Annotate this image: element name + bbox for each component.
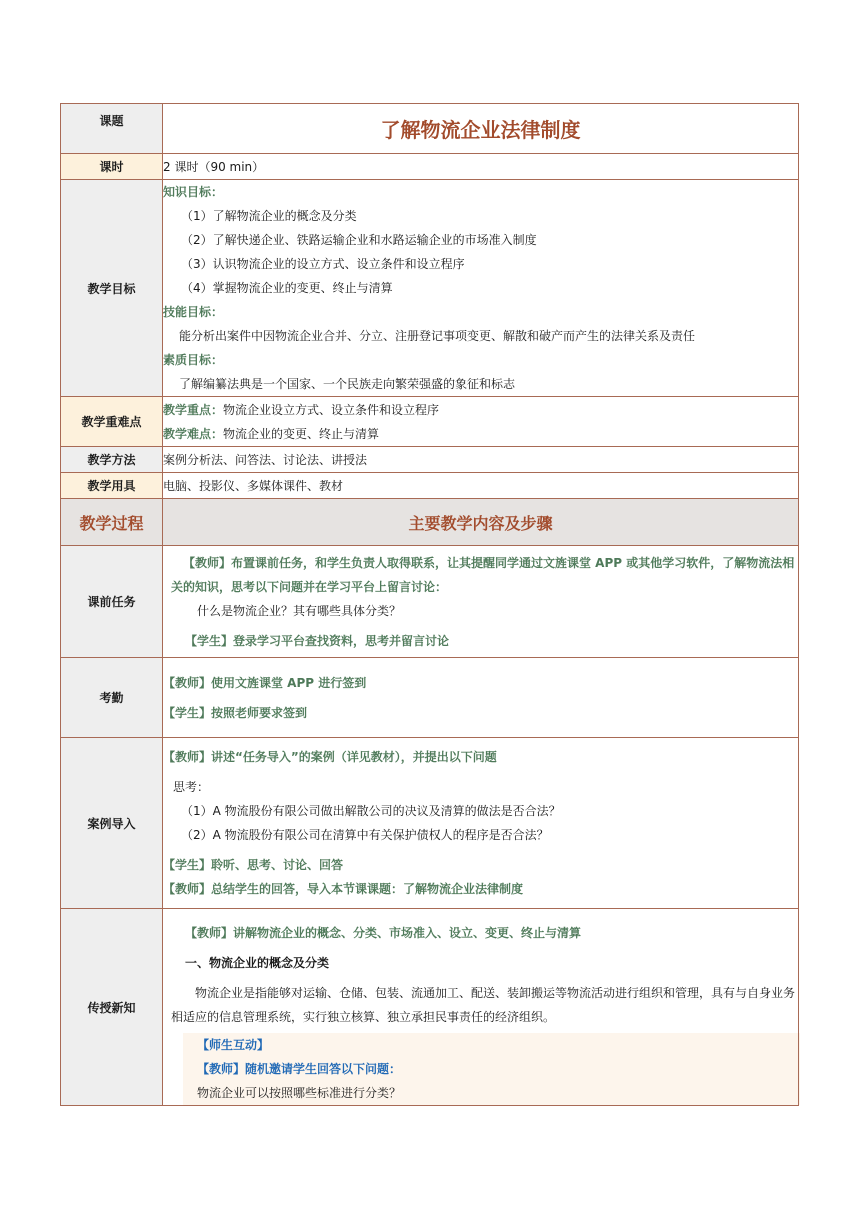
lesson-title: 了解物流企业法律制度 xyxy=(163,104,799,154)
case-question: （1）A 物流股份有限公司做出解散公司的决议及清算的做法是否合法？ xyxy=(181,804,561,818)
goals-content xyxy=(163,180,799,397)
difficulty-heading: 教学难点： xyxy=(163,426,224,441)
quality-heading: 素质目标： xyxy=(163,353,224,367)
row-goals xyxy=(61,180,799,397)
row-hours xyxy=(61,154,799,180)
attendance-content xyxy=(163,658,799,738)
concept-paragraph: 物流企业是指能够对运输、仓储、包装、流通加工、配送、装卸搬运等物流活动进行组织和管理，具有与自身业务相适应的信息管理系统，实行独立核算、独立承担民事责任的经济组织。 xyxy=(171,986,796,1024)
label-new-knowledge: 传授新知 xyxy=(61,909,163,1106)
process-header-left: 教学过程 xyxy=(61,499,163,546)
interaction-teacher: 【教师】随机邀请学生回答以下问题： xyxy=(197,1062,402,1076)
focus-heading: 教学重点： xyxy=(163,402,224,417)
case-teacher-summary: 【教师】总结学生的回答，导入本节课课题：了解物流企业法律制度 xyxy=(163,882,524,896)
row-case-intro xyxy=(61,738,799,909)
label-attendance: 考勤 xyxy=(61,658,163,738)
label-key-points: 教学重难点 xyxy=(61,397,163,447)
focus-text: 物流企业设立方式、设立条件和设立程序 xyxy=(223,402,440,417)
label-goals: 教学目标 xyxy=(61,180,163,397)
label-tools: 教学用具 xyxy=(61,473,163,499)
label-hours: 课时 xyxy=(61,154,163,180)
hours-value: 2 课时（90 min） xyxy=(163,154,799,180)
case-intro-content xyxy=(163,738,799,909)
row-method xyxy=(61,447,799,473)
knowledge-item: （2）了解快递企业、铁路运输企业和水路运输企业的市场准入制度 xyxy=(181,233,537,247)
skill-heading: 技能目标： xyxy=(163,305,224,319)
row-process-header xyxy=(61,499,799,546)
interaction-heading: 【师生互动】 xyxy=(197,1038,270,1052)
knowledge-item: （3）认识物流企业的设立方式、设立条件和设立程序 xyxy=(181,257,465,271)
case-think: 思考： xyxy=(173,780,210,794)
label-pre-task: 课前任务 xyxy=(61,546,163,658)
focus-line xyxy=(163,398,798,422)
attendance-student: 【学生】按照老师要求签到 xyxy=(163,705,308,720)
tools-value: 电脑、投影仪、多媒体课件、教材 xyxy=(163,473,799,499)
section-heading: 一、物流企业的概念及分类 xyxy=(185,956,330,970)
knowledge-item: （4）掌握物流企业的变更、终止与清算 xyxy=(181,281,393,295)
row-pre-task xyxy=(61,546,799,658)
key-points-content xyxy=(163,397,799,447)
pre-task-content xyxy=(163,546,799,658)
interaction-question: 物流企业可以按照哪些标准进行分类？ xyxy=(197,1086,402,1100)
case-student: 【学生】聆听、思考、讨论、回答 xyxy=(163,858,344,872)
label-method: 教学方法 xyxy=(61,447,163,473)
knowledge-heading: 知识目标： xyxy=(163,185,224,199)
label-case-intro: 案例导入 xyxy=(61,738,163,909)
difficulty-text: 物流企业的变更、终止与清算 xyxy=(223,426,380,441)
process-header-right: 主要教学内容及步骤 xyxy=(163,499,799,546)
knowledge-item: （1）了解物流企业的概念及分类 xyxy=(181,209,357,223)
row-new-knowledge xyxy=(61,909,799,1106)
case-teacher: 【教师】讲述“任务导入”的案例（详见教材），并提出以下问题 xyxy=(163,750,497,764)
new-knowledge-content xyxy=(163,909,799,1106)
knowledge-teacher: 【教师】讲解物流企业的概念、分类、市场准入、设立、变更、终止与清算 xyxy=(185,926,582,940)
interaction-box xyxy=(183,1033,800,1105)
quality-text: 了解编纂法典是一个国家、一个民族走向繁荣强盛的象征和标志 xyxy=(179,377,516,391)
row-tools xyxy=(61,473,799,499)
row-key-points xyxy=(61,397,799,447)
difficulty-line xyxy=(163,422,798,446)
attendance-teacher: 【教师】使用文旌课堂 APP 进行签到 xyxy=(163,675,367,690)
row-topic xyxy=(61,104,799,154)
case-question: （2）A 物流股份有限公司在清算中有关保护债权人的程序是否合法？ xyxy=(181,828,549,842)
row-attendance xyxy=(61,658,799,738)
pre-task-question: 什么是物流企业？其有哪些具体分类？ xyxy=(197,603,402,618)
lesson-plan-table xyxy=(60,103,799,1106)
pre-task-student: 【学生】登录学习平台查找资料，思考并留言讨论 xyxy=(185,633,450,648)
skill-text: 能分析出案件中因物流企业合并、分立、注册登记事项变更、解散和破产而产生的法律关系及责任 xyxy=(179,329,696,343)
method-value: 案例分析法、问答法、讨论法、讲授法 xyxy=(163,447,799,473)
pre-task-teacher: 【教师】布置课前任务，和学生负责人取得联系，让其提醒同学通过文旌课堂 APP 或其他学习软件，了解物流法相关的知识，思考以下问题并在学习平台上留言讨论： xyxy=(171,555,795,594)
label-topic: 课题 xyxy=(61,104,163,154)
